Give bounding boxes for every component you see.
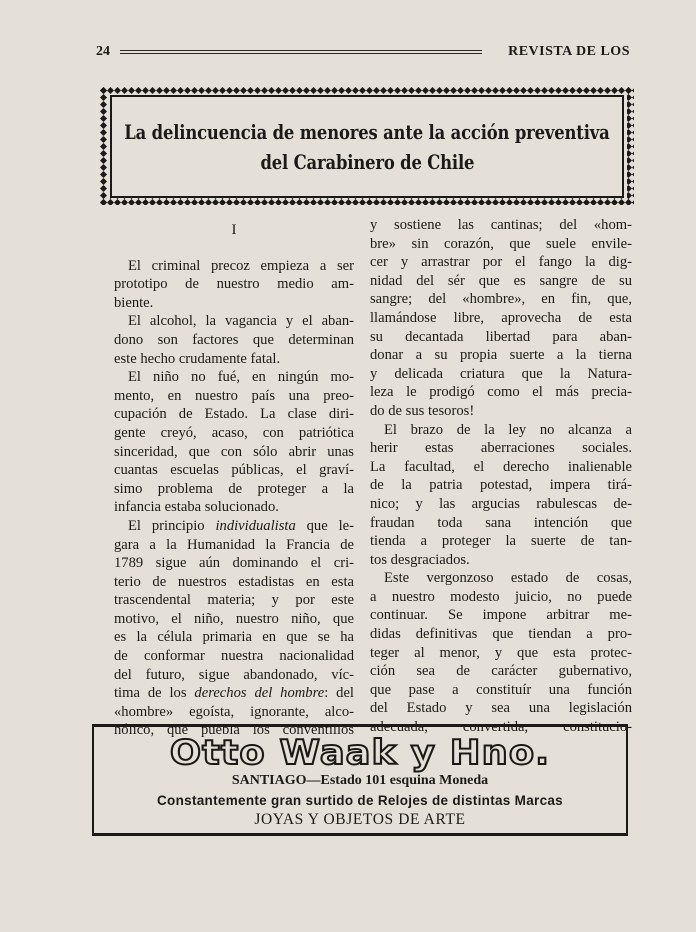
right-line: nidad del sér que es sangre de su [370,272,632,289]
right-line: adecuada, convertida, constitucio- [370,719,632,736]
right-line: y sostiene las cantinas; del «hom- [370,217,632,233]
advertiser-name: Otto Waak y Hno. [169,733,551,773]
article-title-line-1: La delincuencia de menores ante la acción preventiva [124,119,610,144]
left-column-text [114,257,354,740]
left-line: de conformar nuestra nacionalidad [114,648,354,665]
right-line: llamándose libre, aprovecha de esta [370,309,632,326]
left-line: El criminal precoz empieza a ser [128,257,354,274]
advertiser-address: SANTIAGO—Estado 101 esquina Moneda [231,773,489,788]
right-line: leza le prodigó como el más precia- [370,384,632,401]
right-line: y delicada criatura que la Natura- [370,365,632,382]
left-line-text: tima de los [114,685,195,702]
right-line: donar a su propia suerte a la tierna [370,347,632,364]
left-line: gente creyó, acaso, con patriótica [114,424,354,441]
right-line: que pase a constituír una función [370,681,632,698]
emphasis-text: individualista [215,517,296,534]
left-line: este hecho crudamente fatal. [114,350,281,367]
advertiser-tagline: Constantemente gran surtido de Relojes de distintas Marcas [157,793,563,808]
right-line: cer y arrastrar por el fango la dig- [370,254,632,271]
left-line: trascendental materia; y por este [114,592,354,609]
right-line: ción sea de carácter gubernativo, [370,663,632,680]
left-line-text: El principio [128,517,216,534]
left-line: dono son factores que determinan [114,331,354,348]
section-number: I [231,222,237,238]
running-header [96,42,630,62]
left-line: El niño no fué, en ningún mo- [128,369,354,386]
left-line: tima de los derechos del hombre: del [114,685,354,702]
page-number: 24 [96,44,110,59]
left-line: hólico, que puebla los conventillos [114,722,354,739]
left-line: motivo, el niño, nuestro niño, que [114,610,354,627]
left-line: prototipo de nuestro medio am- [114,276,354,293]
article-title-line-2: del Carabinero de Chile [260,149,474,174]
left-line: sinceridad, que con sólo abrir unas [114,443,354,460]
advertiser-products: JOYAS Y OBJETOS DE ARTE [254,811,466,828]
right-line: de la patria potestad, impera tirá- [370,477,632,494]
left-line: El principio individualista que le- [128,517,354,534]
right-line: continuar. Se impone arbitrar me- [370,607,632,624]
left-line: del futuro, sigue abandonado, víc- [114,666,354,683]
journal-name: REVISTA DE LOS [508,44,630,59]
right-line: sangre; del «hombre», en fin, que, [370,291,632,308]
right-line: La facultad, el derecho inalienable [370,458,632,475]
right-line: su decantada libertad para aban- [370,328,632,345]
left-line: cupación de Estado. La clase diri- [114,406,354,423]
left-line: «hombre» egoísta, ignorante, alco- [114,703,354,720]
left-line: cuantas escuelas públicas, el graví- [114,462,354,479]
right-line: bre» sin corazón, que suele envile- [370,235,632,252]
right-line: tienda a proteger la suerte de tan- [370,533,632,550]
left-line: mento, en nuestro país una preo- [114,387,354,404]
right-line: a nuestro modesto juicio, no puede [370,588,632,605]
right-line: tos desgraciados. [370,551,470,568]
advertisement [92,724,628,836]
right-line: teger al menor, y que esta protec- [370,644,632,661]
left-line: 1789 sigue aún dominando el cri- [114,555,354,572]
title-box [100,87,634,205]
emphasis-text: derechos del hombre [194,685,325,702]
right-line: do de sus tesoros! [370,402,475,419]
title-frame [110,95,624,198]
right-line: Este vergonzoso estado de cosas, [384,570,632,587]
left-line: biente. [114,294,154,311]
right-line: fraudan toda sana intención que [370,514,632,531]
right-line: didas definitivas que tiendan a pro- [370,626,632,643]
left-line: es la célula primaria en que se ha [114,629,354,646]
right-line: nico; y las argucias rabulescas de- [370,495,632,512]
left-line: terio de nuestros estadistas en esta [114,573,354,590]
header-rule [120,50,482,54]
left-line: simo problema de proteger a la [114,480,354,497]
right-column [370,216,632,737]
right-line: del Estado y sea una legislación [370,700,632,717]
left-line: infancia estaba solucionado. [114,499,279,516]
right-column-text [370,216,632,737]
right-line: herir estas aberraciones sociales. [370,440,632,457]
right-line: El brazo de la ley no alcanza a [384,421,632,438]
left-line: gara a la Humanidad la Francia de [114,536,354,553]
left-column [114,216,354,740]
left-line: El alcohol, la vagancia y el aban- [128,313,354,330]
